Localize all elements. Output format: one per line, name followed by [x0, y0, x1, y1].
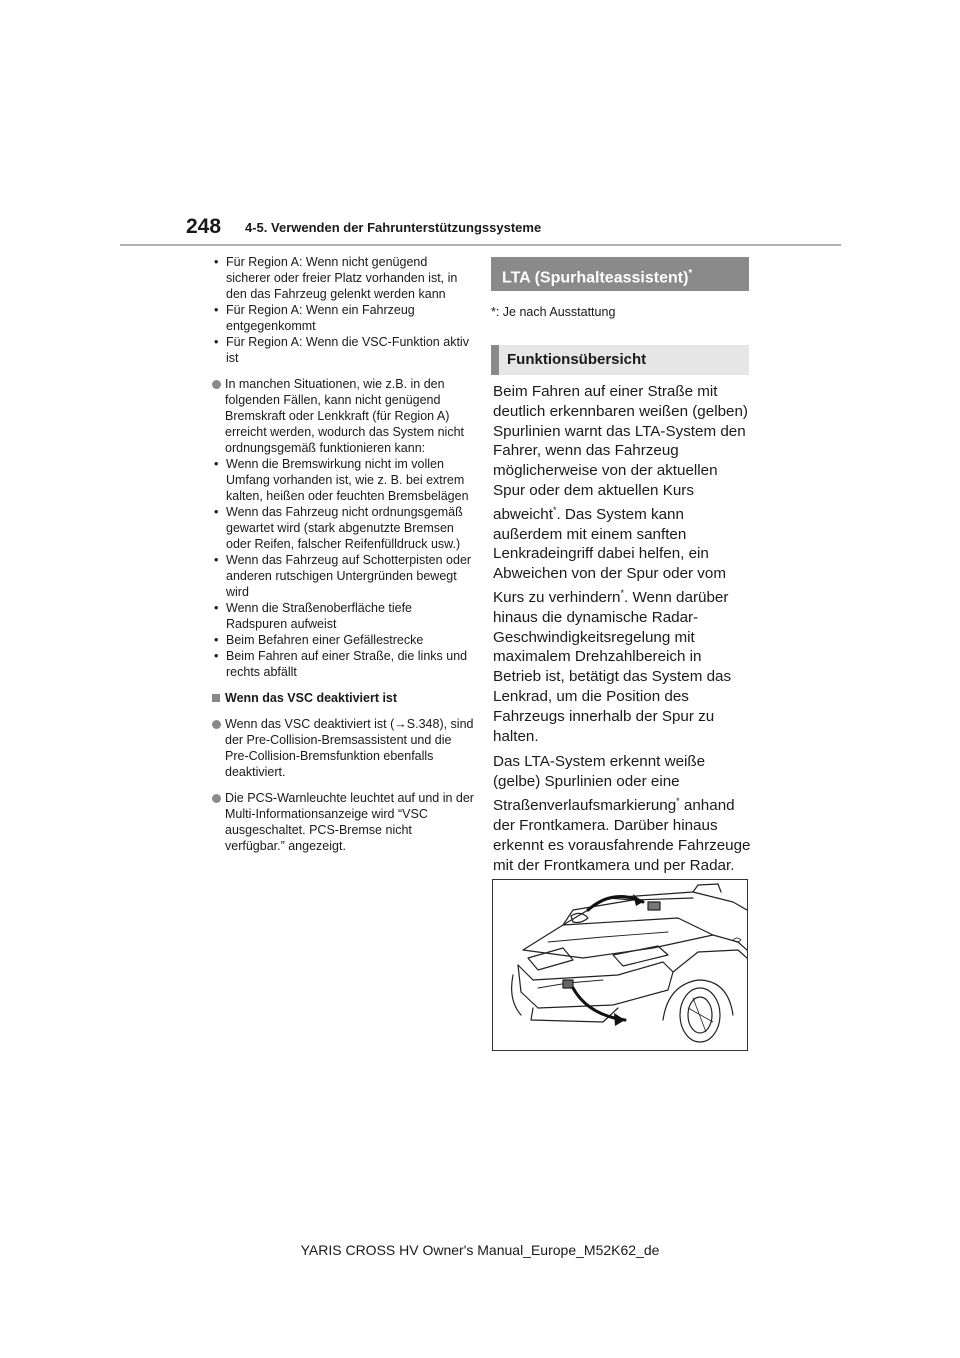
footnote-marker: *	[620, 588, 624, 599]
circle-paragraph	[212, 790, 474, 854]
list-item: • Wenn die Straßenoberfläche tiefe Radspuren aufweist	[212, 600, 474, 632]
body-text	[493, 382, 751, 941]
footnote-marker: *	[676, 796, 680, 807]
list-item: • Wenn das Fahrzeug nicht ordnungsgemäß gewartet wird (stark abgenutzte Bremsen oder Reifen, falscher Reifenfülldruck usw.)	[212, 504, 474, 552]
sub-bullet-list	[212, 456, 474, 680]
circle-bullet-icon	[212, 794, 221, 803]
vehicle-sensor-illustration	[492, 879, 748, 1051]
footnote-marker: *	[688, 268, 693, 279]
section-title: 4-5. Verwenden der Fahrunterstützungssysteme	[245, 220, 542, 235]
paragraph-text: Wenn das VSC deaktiviert ist (→S.348), sind der Pre-Collision-Bremsassistent und die Pre-Collision-Bremsfunktion ebenfalls deaktiviert.	[225, 717, 474, 779]
list-item: • Wenn das Fahrzeug auf Schotterpisten oder anderen rutschigen Untergründen bewegt wird	[212, 552, 474, 600]
subheading-vsc	[212, 690, 474, 706]
paragraph-text: Die PCS-Warnleuchte leuchtet auf und in der Multi-Informationsanzeige wird “VSC ausgeschaltet. PCS-Bremse nicht verfügbar.” angezeigt.	[225, 791, 474, 853]
lta-title: LTA (Spurhalteassistent)	[502, 269, 689, 287]
list-item: • Beim Befahren einer Gefällestrecke	[212, 632, 474, 648]
list-item: • Für Region A: Wenn ein Fahrzeug entgegenkommt	[212, 302, 474, 334]
left-column	[212, 254, 474, 854]
car-drawing	[493, 880, 747, 1050]
circle-paragraph	[212, 716, 474, 780]
equipment-footnote: *: Je nach Ausstattung	[491, 305, 616, 319]
list-item: • Für Region A: Wenn nicht genügend sicherer oder freier Platz vorhanden ist, in den das Fahrzeug gelenkt werden kann	[212, 254, 474, 302]
circle-bullet-icon	[212, 720, 221, 729]
square-bullet-icon	[212, 694, 220, 702]
paragraph-text: In manchen Situationen, wie z.B. in den folgenden Fällen, kann nicht genügend Bremskraft oder Lenkkraft (für Region A) erreicht werden, wodurch das System nicht ordnungsgemäß funktionieren kann:	[225, 377, 464, 455]
header-divider	[120, 244, 841, 246]
footnote-marker: *	[552, 504, 557, 515]
function-overview-heading: Funktionsübersicht	[491, 345, 749, 375]
paragraph: Beim Fahren auf einer Straße mit deutlich erkennbaren weißen (gelben) Spurlinien warnt das LTA-System den Fahrer, wenn das Fahrzeug möglicherweise von der aktuellen Spur oder dem aktuellen Kurs abweicht*. Das System kann außerdem mit einem sanften Lenkradeingriff dabei helfen, ein Abweichen von der Spur oder vom Kurs zu verhindern*. Wenn darüber hinaus die dynamische Radar-Geschwindigkeitsregelung mit maximalem Drehzahlbereich in Betrieb ist, betätigt das System das Lenkrad, um die Position des Fahrzeugs innerhalb der Spur zu halten.	[493, 383, 748, 745]
list-item: • Für Region A: Wenn die VSC-Funktion aktiv ist	[212, 334, 474, 366]
list-item: • Wenn die Bremswirkung nicht im vollen Umfang vorhanden ist, wie z. B. bei extrem kalten, heißen oder feuchten Bremsbelägen	[212, 456, 474, 504]
circle-paragraph	[212, 376, 474, 456]
paragraph: Das LTA-System erkennt weiße (gelbe) Spurlinien oder eine Straßenverlaufsmarkierung* anhand der Frontkamera. Darüber hinaus erkennt es vorausfahrende Fahrzeuge mit der Frontkamera und per Radar.	[493, 753, 751, 874]
circle-bullet-icon	[212, 380, 221, 389]
page-number: 248	[186, 215, 222, 238]
footer-text: YARIS CROSS HV Owner's Manual_Europe_M52K62_de	[300, 1242, 660, 1258]
lta-section-heading	[491, 257, 749, 291]
subheading-text: Wenn das VSC deaktiviert ist	[225, 691, 398, 705]
list-item: • Beim Fahren auf einer Straße, die links und rechts abfällt	[212, 648, 474, 680]
